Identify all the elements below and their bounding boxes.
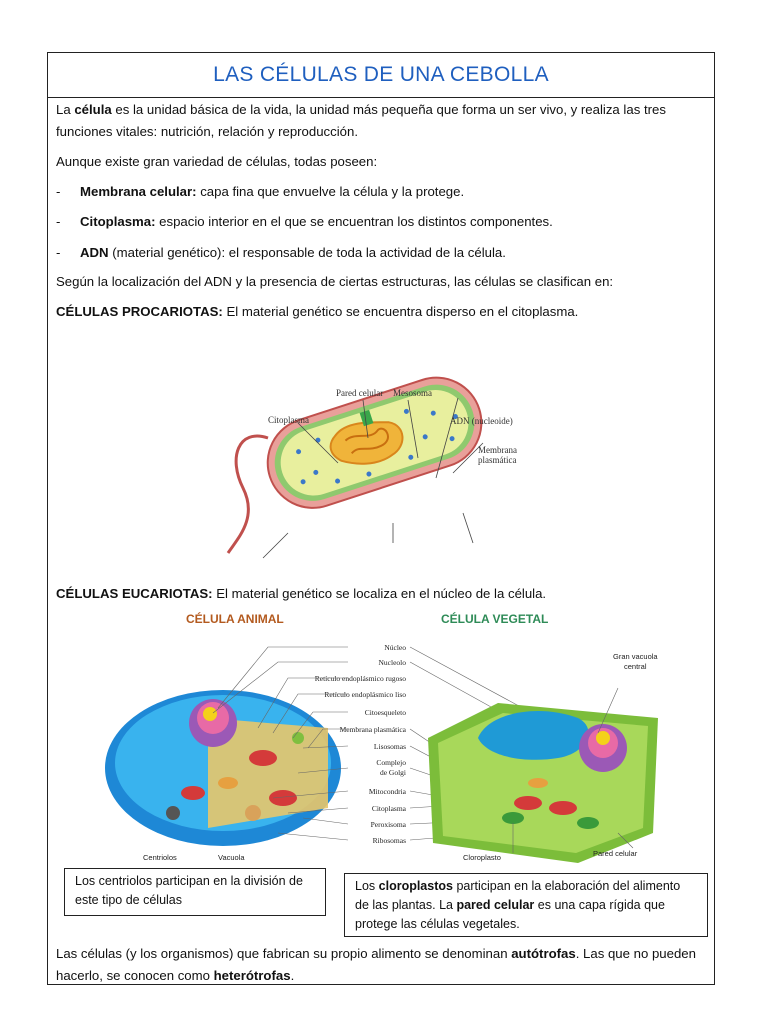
note-plant-box (344, 873, 708, 937)
label-mesosoma: Mesosoma (393, 388, 432, 398)
component-text: capa fina que envuelve la célula y la protege. (196, 184, 465, 199)
component-text: espacio interior en el que se encuentran los distintos componentes. (155, 214, 553, 229)
classification-text: Según la localización del ADN y la presencia de ciertas estructuras, las células se clasifican en: (56, 274, 614, 289)
label-nucleo: Núcleo (384, 643, 406, 652)
animal-cell-title: CÉLULA ANIMAL (186, 612, 284, 626)
label-plasmatica: plasmática (478, 455, 517, 465)
label-citoesqueleto: Citoesqueleto (364, 708, 406, 717)
label-centriolos: Centriolos (143, 853, 177, 862)
closing-text-e: . (290, 968, 295, 983)
label-cloroplasto: Cloroplasto (463, 853, 501, 862)
label-peroxisoma: Peroxisoma (370, 820, 406, 829)
component-item (56, 242, 708, 264)
intro-text-b: es la unidad básica de la vida, la unidad más pequeña que forma un ser vivo, y realiza las tres funciones vitales: nutrición, relación y reproducción. (56, 102, 666, 139)
bullet-dash: - (56, 245, 61, 260)
component-text: (material genético): el responsable de toda la actividad de la célula. (108, 245, 506, 260)
note-plant-text-a: Los (355, 879, 379, 893)
intro-paragraph-2: Aunque existe gran variedad de células, todas poseen: (56, 154, 378, 169)
note-animal-box: Los centriolos participan en la división de este tipo de células (64, 868, 326, 916)
label-membrana: Membrana (478, 445, 517, 455)
plant-cell (428, 703, 658, 863)
label-pared-celular-veg: Pared celular (593, 849, 638, 858)
label-mitocondria: Mitocondria (368, 787, 406, 796)
flagellum-shape (228, 436, 268, 553)
label-rer: Retículo endoplásmico rugoso (314, 674, 406, 683)
prokaryote-diagram (208, 328, 528, 568)
component-item (56, 181, 708, 203)
page-title: LAS CÉLULAS DE UNA CEBOLLA (213, 63, 549, 86)
closing-term-autotrofas: autótrofas (511, 946, 576, 961)
closing-text-c: . Las que no pueden hacerlo, se conocen como (56, 946, 696, 983)
note-plant-term-b: pared celular (456, 898, 535, 912)
label-citoplasma-euk: Citoplasma (371, 804, 406, 813)
label-central: central (624, 662, 647, 671)
prokaryote-text: El material genético se encuentra disperso en el citoplasma. (222, 304, 579, 319)
label-membrana-plasmatica: Membrana plasmática (339, 725, 406, 734)
closing-text-a: Las células (y los organismos) que fabrican su propio alimento se denominan (56, 946, 512, 961)
prokaryote-heading (56, 301, 708, 323)
worksheet-frame (47, 52, 715, 985)
label-ribosomas-euk: Ribosomas (372, 836, 406, 845)
plant-cell-title: CÉLULA VEGETAL (441, 612, 549, 626)
label-de-golgi: de Golgi (379, 768, 406, 777)
label-vacuola: Vacuola (218, 853, 245, 862)
title-row (48, 53, 714, 98)
prokaryote-term: CÉLULAS PROCARIOTAS: (56, 304, 223, 319)
animal-cell (105, 690, 341, 846)
eukaryote-term: CÉLULAS EUCARIOTAS: (56, 586, 213, 601)
component-item (56, 211, 708, 233)
label-complejo: Complejo (376, 758, 406, 767)
eukaryote-diagram (58, 608, 708, 868)
closing-term-heterotrofas: heterótrofas (213, 968, 291, 983)
label-gran-vacuola: Gran vacuola (613, 652, 658, 661)
intro-text-a: La (56, 102, 75, 117)
eukaryote-heading (56, 583, 708, 605)
bullet-dash: - (56, 214, 61, 229)
component-term: Citoplasma: (80, 214, 156, 229)
closing-paragraph (56, 943, 708, 987)
label-lisosomas: Lisosomas (373, 742, 406, 751)
component-term: Membrana celular: (80, 184, 197, 199)
note-plant-text-e: es una capa rígida que protege las células vegetales. (355, 898, 665, 931)
label-rel: Retículo endoplásmico liso (324, 690, 406, 699)
bullet-dash: - (56, 184, 61, 199)
component-term: ADN (80, 245, 109, 260)
intro-term: célula (74, 102, 112, 117)
note-plant-term-a: cloroplastos (378, 879, 453, 893)
note-plant-text-c: participan en la elaboración del alimento de las plantas. La (355, 879, 681, 912)
label-adn: ADN (nucleoide) (450, 416, 513, 426)
label-citoplasma: Citoplasma (268, 415, 309, 425)
label-nucleolo: Nucleolo (378, 658, 406, 667)
label-pared-celular: Pared celular (336, 388, 384, 398)
intro-paragraph (56, 99, 708, 143)
eukaryote-text: El material genético se localiza en el núcleo de la célula. (212, 586, 547, 601)
